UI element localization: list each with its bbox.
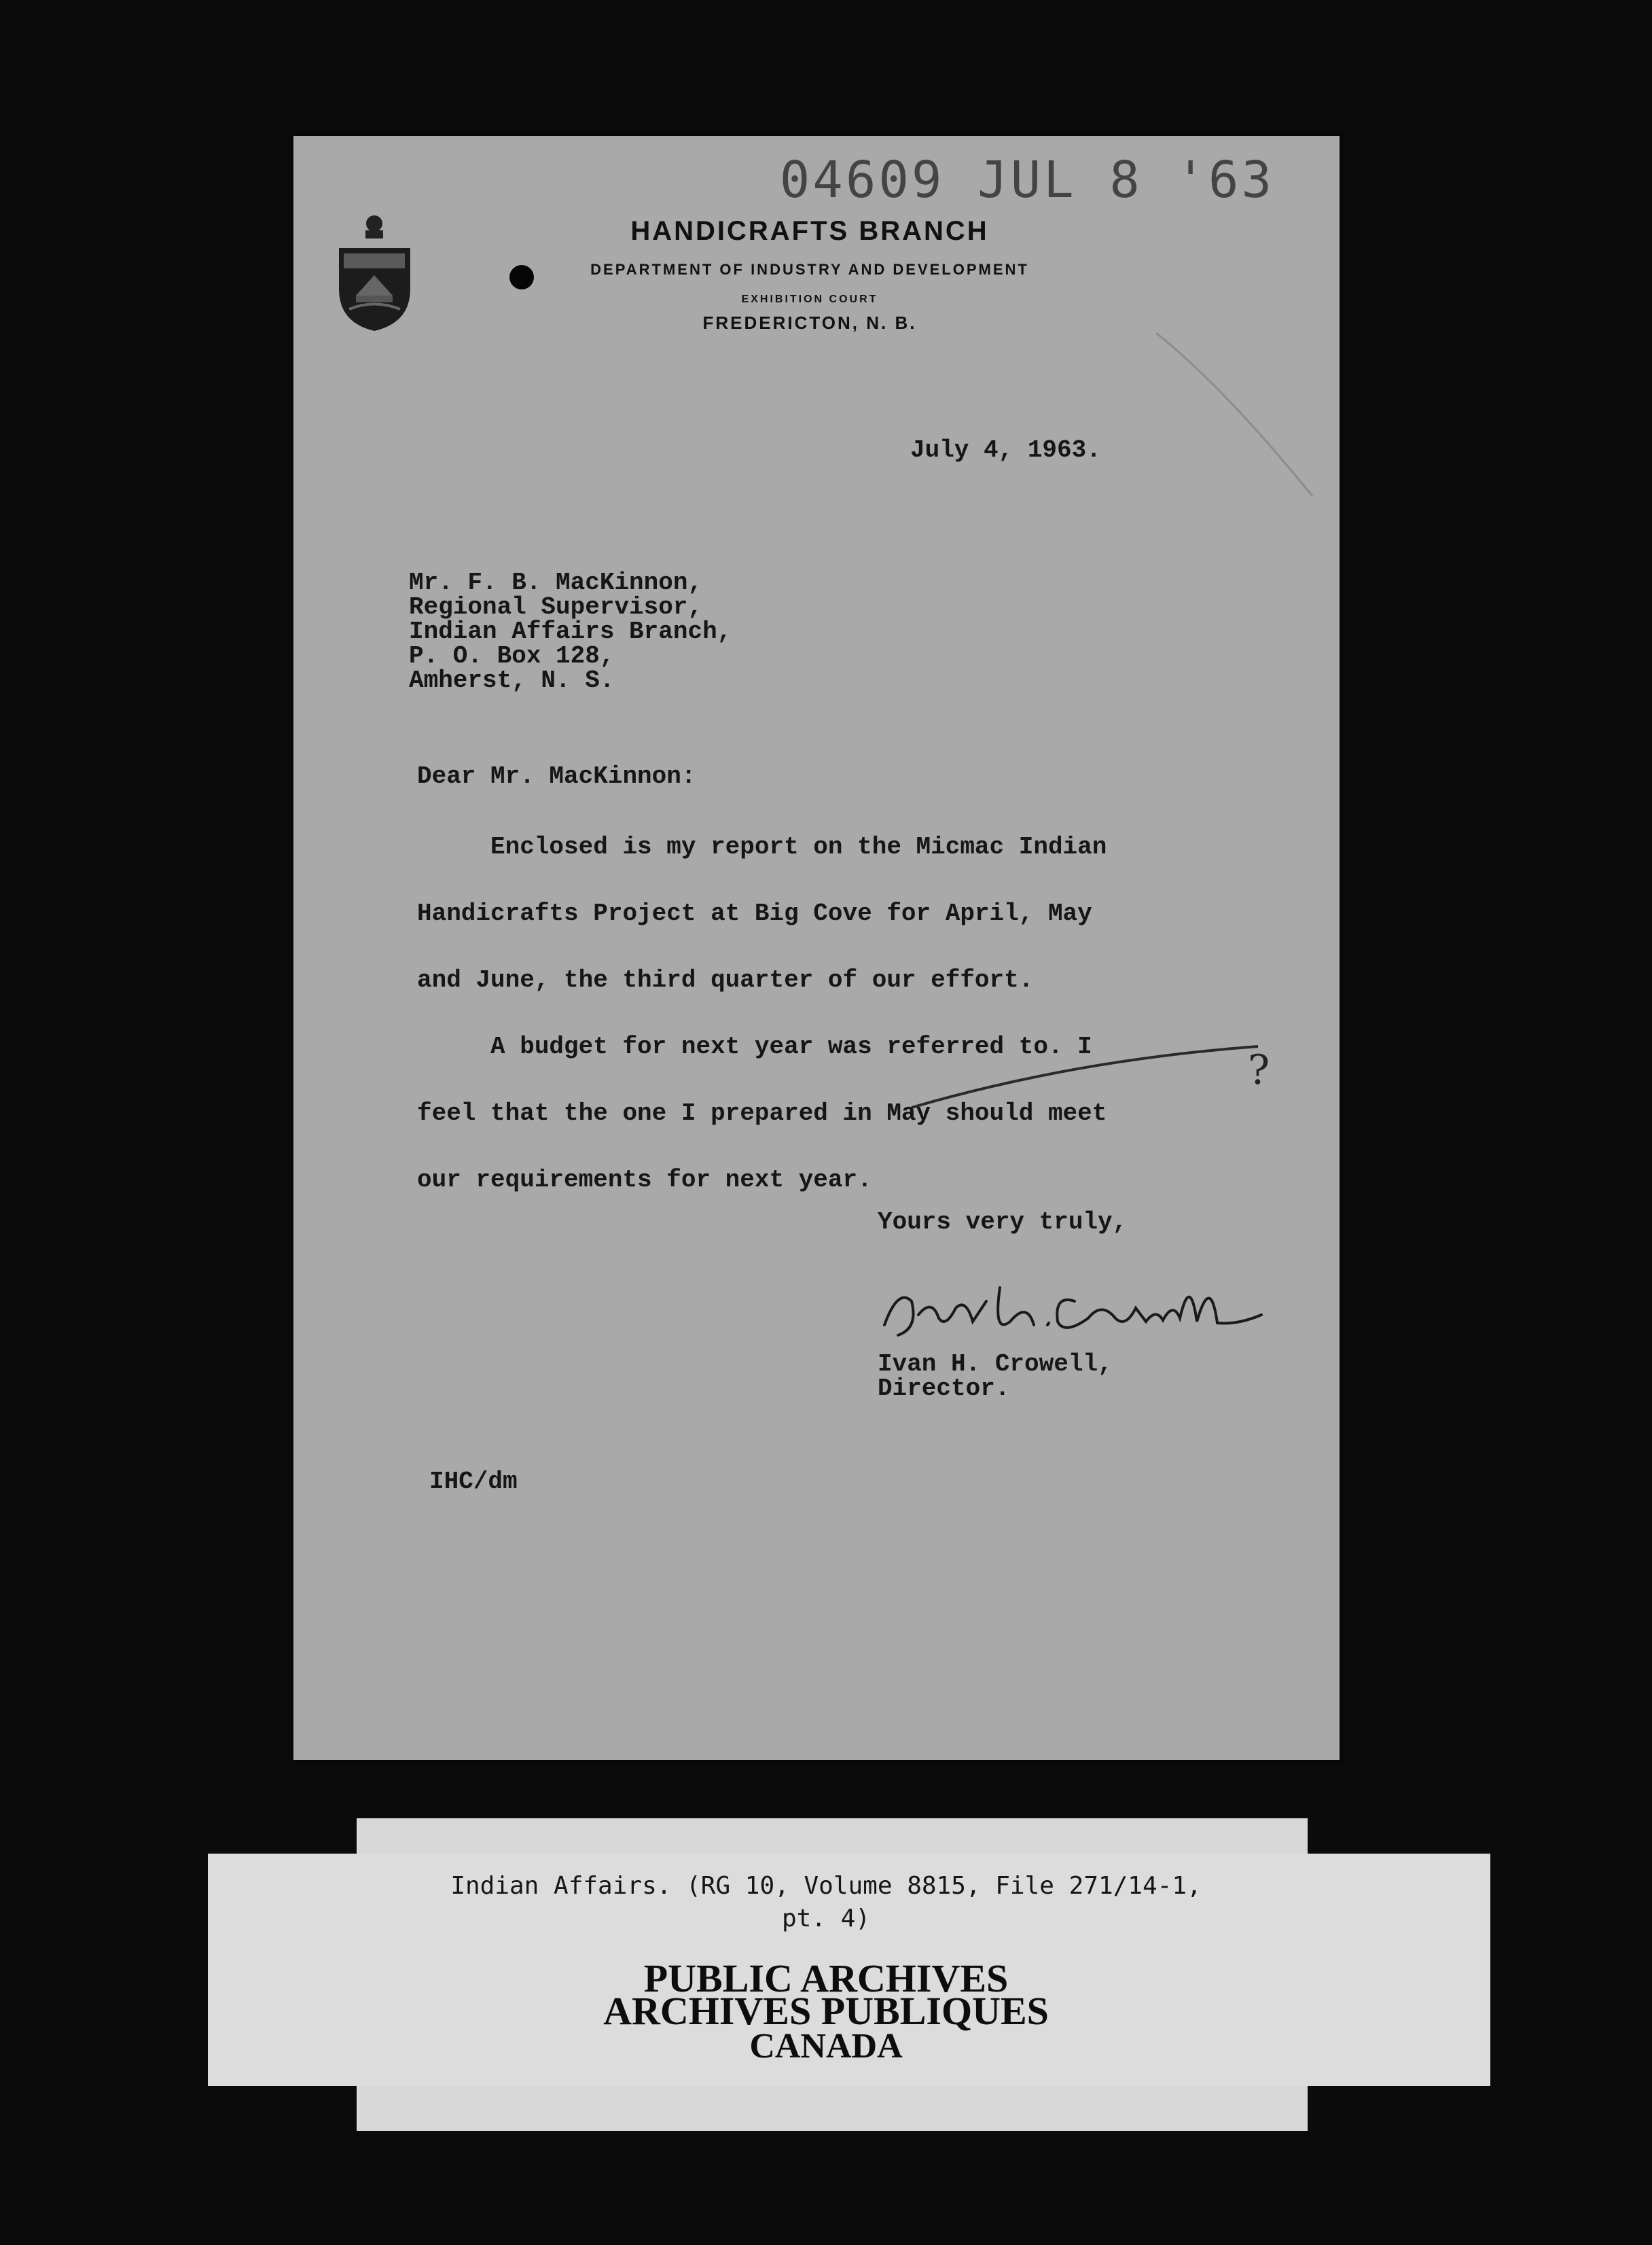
handwritten-question-mark: ? xyxy=(1248,1046,1270,1094)
letterhead-title: HANDICRAFTS BRANCH xyxy=(630,216,989,246)
public-archives-title: PUBLIC ARCHIVES xyxy=(643,1956,1009,2000)
letterhead-department: DEPARTMENT OF INDUSTRY AND DEVELOPMENT xyxy=(590,261,1029,278)
punch-hole xyxy=(509,265,534,289)
archives-publiques-title: ARCHIVES PUBLIQUES xyxy=(603,1989,1049,2033)
body-line: Enclosed is my report on the Micmac Indian xyxy=(417,833,1107,861)
letter-page xyxy=(293,136,1340,1760)
body-line: feel that the one I prepared in May should meet xyxy=(417,1099,1107,1127)
address-line: Mr. F. B. MacKinnon, xyxy=(409,569,703,597)
paper-crease xyxy=(1156,333,1319,510)
inside-address xyxy=(409,571,732,693)
canada-title: CANADA xyxy=(749,2027,903,2066)
salutation: Dear Mr. MacKinnon: xyxy=(417,762,696,790)
received-stamp: 04609 JUL 8 '63 xyxy=(779,151,1274,209)
address-line: Regional Supervisor, xyxy=(409,593,703,621)
body-line: Handicrafts Project at Big Cove for April, May xyxy=(417,900,1092,927)
archive-reference-line: pt. 4) xyxy=(781,1905,871,1932)
reference-initials: IHC/dm xyxy=(429,1468,518,1496)
signature-handwritten xyxy=(871,1260,1278,1349)
archive-reference-line: Indian Affairs. (RG 10, Volume 8815, File 271/14-1, xyxy=(450,1872,1202,1900)
coat-of-arms-icon xyxy=(336,214,414,333)
address-line: Indian Affairs Branch, xyxy=(409,618,732,646)
body-line: our requirements for next year. xyxy=(417,1166,872,1194)
body-line: and June, the third quarter of our effort. xyxy=(417,966,1034,994)
signatory-name: Ivan H. Crowell, xyxy=(878,1350,1113,1378)
address-line: P. O. Box 128, xyxy=(409,642,615,670)
handwritten-underline xyxy=(905,1033,1272,1114)
body-line: A budget for next year was referred to. I xyxy=(417,1033,1092,1061)
signatory-title: Director. xyxy=(878,1375,1010,1402)
letterhead-court: EXHIBITION COURT xyxy=(741,294,878,305)
signatory-block xyxy=(878,1352,1113,1401)
archive-reference xyxy=(0,1870,1652,1935)
address-line: Amherst, N. S. xyxy=(409,667,615,694)
letter-date: July 4, 1963. xyxy=(910,436,1101,464)
letter-body xyxy=(417,814,1107,1214)
complimentary-close: Yours very truly, xyxy=(878,1208,1128,1236)
letterhead-city: FREDERICTON, N. B. xyxy=(702,313,917,333)
